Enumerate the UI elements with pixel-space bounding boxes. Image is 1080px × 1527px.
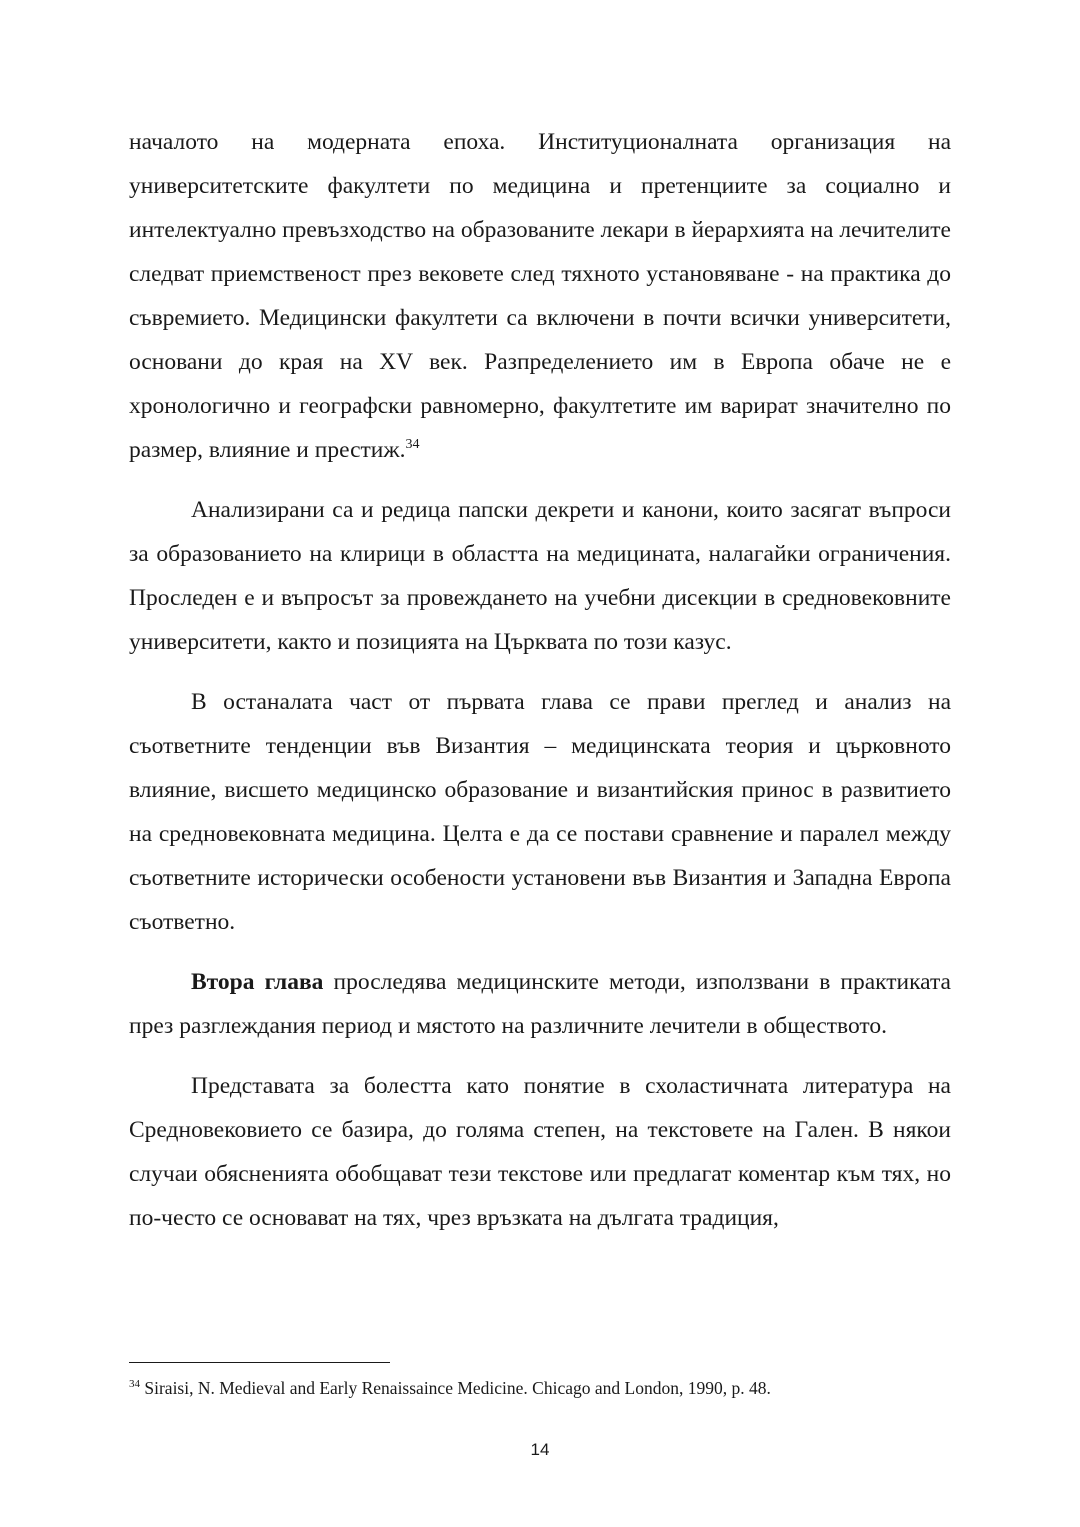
footnote-reference[interactable]: 34 [405,437,420,453]
paragraph-3: В останалата част от първата глава се прави преглед и анализ на съответните тенденции във Византия – медицинската теория и църковното влияние, висшето медицинско образование и византийския принос в развитието на средновековната медицина. Целта е да се постави сравнение и паралел между съответните исторически особености установени във Византия и Западна Европа съответно. [129,689,951,935]
footnote-separator [129,1362,390,1363]
body-text [129,120,951,1240]
paragraph-2: Анализирани са и редица папски декрети и канони, които засягат въпроси за образованието на клирици в областта на медицината, налагайки ограничения. Проследен е и въпросът за провеждането на учебни дисекции в средновековните университети, както и позицията на Църквата по този казус. [129,497,951,655]
paragraph-1-text: началото на модерната епоха. Институционалната организация на университетските факултети по медицина и претенциите за социално и интелектуално превъзходство на образованите лекари в йерархията на лечителите следват приемственост през вековете след тяхното установяване - на практика до съвремието. Медицински факултети са включени в почти всички университети, основани до края на XV век. Разпределението им в Европа обаче не е хронологично и географски равномерно, факултетите им варират значително по размер, влияние и престиж. [129,129,951,463]
paragraph-5: Представата за болестта като понятие в схоластичната литература на Средновековието се базира, до голяма степен, на текстовете на Гален. В някои случаи обясненията обобщават тези текстове или предлагат коментар към тях, но по-често се основават на тях, чрез връзката на дългата традиция, [129,1073,951,1231]
chapter-heading-bold: Втора глава [191,969,324,995]
page-number: 14 [530,1440,550,1459]
footnote-text: Siraisi, N. Medieval and Early Renaissaince Medicine. Chicago and London, 1990, p. 48. [140,1378,771,1398]
paragraph-4 [129,960,951,1048]
paragraph-1 [129,120,951,472]
footnote [129,1376,951,1400]
paragraph-4-text: проследява медицинските методи, използвани в практиката през разглеждания период и мястото на различните лечители в обществото. [129,969,951,1039]
footnote-mark: 34 [129,1378,140,1391]
